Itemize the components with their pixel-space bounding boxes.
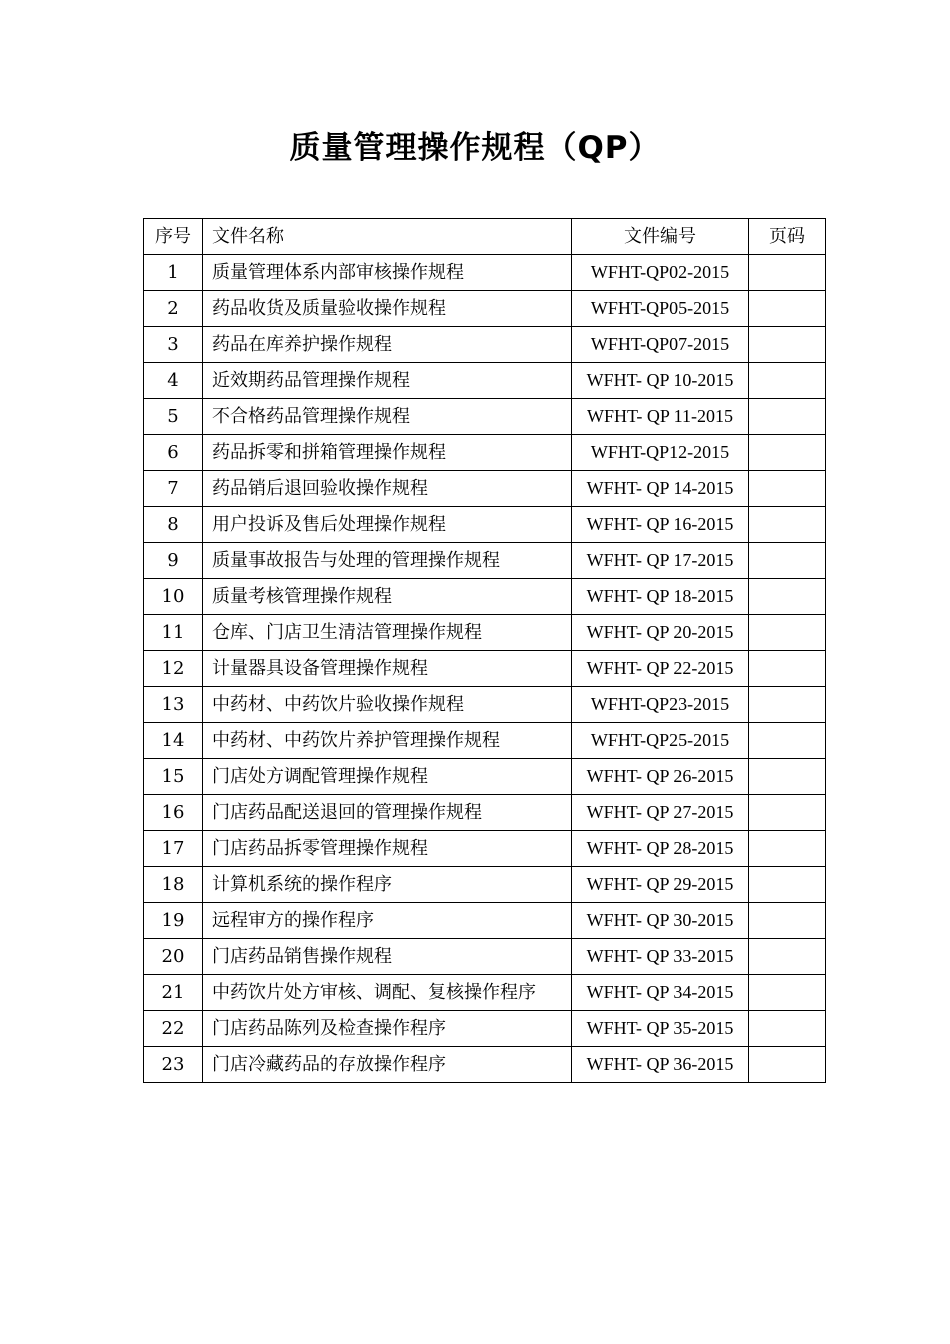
cell-file-code: WFHT- QP 34-2015 — [572, 975, 749, 1011]
table-row — [144, 363, 826, 399]
cell-serial-number: 19 — [144, 903, 203, 939]
table-row — [144, 903, 826, 939]
cell-file-code: WFHT- QP 36-2015 — [572, 1047, 749, 1083]
cell-file-code: WFHT-QP25-2015 — [572, 723, 749, 759]
cell-file-name: 药品销后退回验收操作规程 — [203, 471, 572, 507]
table-row — [144, 795, 826, 831]
cell-serial-number: 9 — [144, 543, 203, 579]
cell-file-code: WFHT- QP 17-2015 — [572, 543, 749, 579]
cell-serial-number: 10 — [144, 579, 203, 615]
cell-file-name: 门店药品陈列及检查操作程序 — [203, 1011, 572, 1047]
cell-file-name: 中药材、中药饮片验收操作规程 — [203, 687, 572, 723]
cell-file-name: 药品拆零和拼箱管理操作规程 — [203, 435, 572, 471]
cell-serial-number: 21 — [144, 975, 203, 1011]
table-row — [144, 759, 826, 795]
cell-serial-number: 12 — [144, 651, 203, 687]
cell-serial-number: 5 — [144, 399, 203, 435]
cell-page-number — [749, 1047, 826, 1083]
header-page-number: 页码 — [749, 219, 826, 255]
table-row — [144, 255, 826, 291]
cell-serial-number: 20 — [144, 939, 203, 975]
cell-file-name: 药品在库养护操作规程 — [203, 327, 572, 363]
cell-page-number — [749, 327, 826, 363]
cell-file-code: WFHT-QP05-2015 — [572, 291, 749, 327]
table-row — [144, 543, 826, 579]
cell-file-name: 质量考核管理操作规程 — [203, 579, 572, 615]
cell-page-number — [749, 939, 826, 975]
cell-page-number — [749, 903, 826, 939]
cell-serial-number: 3 — [144, 327, 203, 363]
cell-page-number — [749, 471, 826, 507]
table-row — [144, 471, 826, 507]
cell-file-code: WFHT- QP 22-2015 — [572, 651, 749, 687]
cell-file-code: WFHT- QP 11-2015 — [572, 399, 749, 435]
cell-file-name: 质量事故报告与处理的管理操作规程 — [203, 543, 572, 579]
table-row — [144, 867, 826, 903]
cell-file-code: WFHT- QP 26-2015 — [572, 759, 749, 795]
cell-file-name: 门店药品销售操作规程 — [203, 939, 572, 975]
table-row — [144, 939, 826, 975]
cell-serial-number: 7 — [144, 471, 203, 507]
cell-file-name: 门店冷藏药品的存放操作程序 — [203, 1047, 572, 1083]
table-row — [144, 291, 826, 327]
cell-page-number — [749, 687, 826, 723]
table-row — [144, 975, 826, 1011]
table-row — [144, 831, 826, 867]
cell-file-code: WFHT-QP12-2015 — [572, 435, 749, 471]
document-index-table — [143, 218, 826, 1083]
cell-page-number — [749, 723, 826, 759]
table-row — [144, 435, 826, 471]
cell-page-number — [749, 507, 826, 543]
cell-file-name: 中药材、中药饮片养护管理操作规程 — [203, 723, 572, 759]
cell-serial-number: 14 — [144, 723, 203, 759]
cell-file-code: WFHT-QP23-2015 — [572, 687, 749, 723]
cell-page-number — [749, 363, 826, 399]
cell-file-name: 药品收货及质量验收操作规程 — [203, 291, 572, 327]
table-row — [144, 507, 826, 543]
cell-serial-number: 18 — [144, 867, 203, 903]
cell-page-number — [749, 795, 826, 831]
cell-file-code: WFHT- QP 16-2015 — [572, 507, 749, 543]
cell-file-code: WFHT- QP 30-2015 — [572, 903, 749, 939]
cell-page-number — [749, 435, 826, 471]
cell-page-number — [749, 579, 826, 615]
cell-page-number — [749, 1011, 826, 1047]
cell-page-number — [749, 651, 826, 687]
table-row — [144, 1011, 826, 1047]
header-serial-number: 序号 — [144, 219, 203, 255]
cell-file-code: WFHT- QP 28-2015 — [572, 831, 749, 867]
cell-serial-number: 23 — [144, 1047, 203, 1083]
cell-page-number — [749, 831, 826, 867]
cell-serial-number: 1 — [144, 255, 203, 291]
cell-file-code: WFHT-QP02-2015 — [572, 255, 749, 291]
cell-file-name: 门店药品拆零管理操作规程 — [203, 831, 572, 867]
cell-serial-number: 6 — [144, 435, 203, 471]
cell-file-code: WFHT- QP 18-2015 — [572, 579, 749, 615]
cell-serial-number: 17 — [144, 831, 203, 867]
cell-serial-number: 4 — [144, 363, 203, 399]
cell-file-code: WFHT- QP 14-2015 — [572, 471, 749, 507]
cell-serial-number: 16 — [144, 795, 203, 831]
page-title: 质量管理操作规程（QP） — [289, 130, 661, 166]
cell-file-code: WFHT- QP 35-2015 — [572, 1011, 749, 1047]
cell-file-name: 用户投诉及售后处理操作规程 — [203, 507, 572, 543]
cell-serial-number: 11 — [144, 615, 203, 651]
cell-page-number — [749, 399, 826, 435]
table-row — [144, 399, 826, 435]
table-row — [144, 687, 826, 723]
cell-page-number — [749, 867, 826, 903]
table-row — [144, 723, 826, 759]
cell-serial-number: 22 — [144, 1011, 203, 1047]
cell-page-number — [749, 615, 826, 651]
cell-file-name: 计量器具设备管理操作规程 — [203, 651, 572, 687]
cell-serial-number: 8 — [144, 507, 203, 543]
cell-page-number — [749, 291, 826, 327]
cell-file-name: 远程审方的操作程序 — [203, 903, 572, 939]
table-row — [144, 1047, 826, 1083]
cell-file-name: 质量管理体系内部审核操作规程 — [203, 255, 572, 291]
cell-page-number — [749, 255, 826, 291]
cell-file-name: 近效期药品管理操作规程 — [203, 363, 572, 399]
cell-file-code: WFHT- QP 20-2015 — [572, 615, 749, 651]
header-file-code: 文件编号 — [572, 219, 749, 255]
table-row — [144, 327, 826, 363]
cell-file-code: WFHT-QP07-2015 — [572, 327, 749, 363]
cell-serial-number: 13 — [144, 687, 203, 723]
cell-file-code: WFHT- QP 29-2015 — [572, 867, 749, 903]
cell-page-number — [749, 975, 826, 1011]
cell-file-name: 计算机系统的操作程序 — [203, 867, 572, 903]
table-row — [144, 651, 826, 687]
cell-serial-number: 2 — [144, 291, 203, 327]
cell-file-name: 仓库、门店卫生清洁管理操作规程 — [203, 615, 572, 651]
cell-file-code: WFHT- QP 33-2015 — [572, 939, 749, 975]
cell-file-code: WFHT- QP 10-2015 — [572, 363, 749, 399]
cell-serial-number: 15 — [144, 759, 203, 795]
cell-file-name: 中药饮片处方审核、调配、复核操作程序 — [203, 975, 572, 1011]
cell-page-number — [749, 543, 826, 579]
table-header-row — [144, 219, 826, 255]
table-row — [144, 579, 826, 615]
cell-file-name: 不合格药品管理操作规程 — [203, 399, 572, 435]
table-row — [144, 615, 826, 651]
cell-page-number — [749, 759, 826, 795]
cell-file-code: WFHT- QP 27-2015 — [572, 795, 749, 831]
header-file-name: 文件名称 — [203, 219, 572, 255]
cell-file-name: 门店药品配送退回的管理操作规程 — [203, 795, 572, 831]
table-body — [144, 255, 826, 1083]
cell-file-name: 门店处方调配管理操作规程 — [203, 759, 572, 795]
